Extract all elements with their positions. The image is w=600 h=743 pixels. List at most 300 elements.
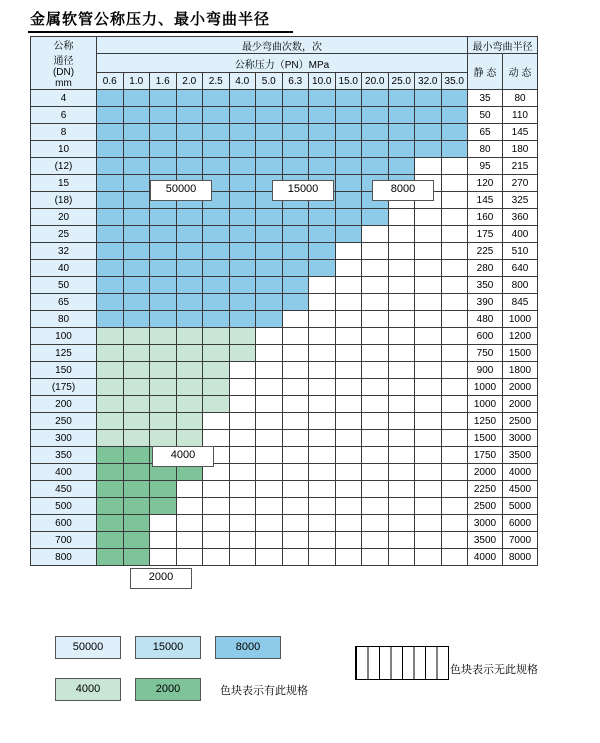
grid-cell — [309, 549, 336, 566]
legend-color-note: 色块表示有此规格 — [220, 685, 308, 697]
dn-value: 400 — [31, 464, 97, 481]
grid-cell — [256, 90, 283, 107]
dn-value: 350 — [31, 447, 97, 464]
grid-cell — [362, 209, 389, 226]
grid-cell — [441, 396, 468, 413]
grid-cell — [362, 107, 389, 124]
grid-cell — [388, 243, 415, 260]
grid-cell — [176, 90, 203, 107]
grid-cell — [441, 158, 468, 175]
grid-cell — [123, 107, 150, 124]
table-row — [31, 498, 538, 515]
grid-cell — [388, 294, 415, 311]
grid-cell — [415, 311, 442, 328]
legend-swatch-2 — [215, 636, 281, 659]
grid-cell — [388, 107, 415, 124]
grid-cell — [388, 158, 415, 175]
dynamic-radius-value: 215 — [503, 158, 538, 175]
grid-cell — [229, 311, 256, 328]
grid-cell — [415, 549, 442, 566]
grid-cell — [203, 362, 230, 379]
grid-cell — [309, 447, 336, 464]
grid-cell — [229, 90, 256, 107]
static-radius-value: 390 — [468, 294, 503, 311]
grid-cell — [415, 362, 442, 379]
static-radius-value: 600 — [468, 328, 503, 345]
grid-cell — [229, 124, 256, 141]
dn-value: 125 — [31, 345, 97, 362]
grid-cell — [309, 345, 336, 362]
grid-cell — [441, 532, 468, 549]
grid-cell — [176, 515, 203, 532]
grid-cell — [362, 124, 389, 141]
grid-cell — [176, 430, 203, 447]
grid-cell — [97, 260, 124, 277]
legend-label-2: 8000 — [235, 641, 261, 653]
grid-cell — [229, 158, 256, 175]
grid-cell — [150, 532, 177, 549]
legend-swatch-0 — [55, 636, 121, 659]
dynamic-radius-value: 3500 — [503, 447, 538, 464]
grid-cell — [123, 260, 150, 277]
grid-cell — [97, 209, 124, 226]
grid-cell — [203, 226, 230, 243]
grid-cell — [123, 141, 150, 158]
static-radius-value: 1000 — [468, 396, 503, 413]
grid-cell — [335, 209, 362, 226]
dn-header-line3: (DN) — [52, 67, 75, 78]
overlay-value-chip: 8000 — [372, 180, 434, 201]
grid-cell — [362, 447, 389, 464]
grid-cell — [256, 362, 283, 379]
grid-cell — [176, 107, 203, 124]
grid-cell — [388, 498, 415, 515]
grid-cell — [150, 243, 177, 260]
grid-cell — [176, 158, 203, 175]
grid-cell — [176, 498, 203, 515]
legend-swatch-3 — [55, 678, 121, 701]
grid-cell — [309, 277, 336, 294]
grid-cell — [335, 107, 362, 124]
grid-cell — [388, 532, 415, 549]
grid-cell — [441, 226, 468, 243]
dynamic-radius-value: 8000 — [503, 549, 538, 566]
grid-cell — [203, 413, 230, 430]
grid-cell — [229, 515, 256, 532]
grid-cell — [335, 294, 362, 311]
grid-cell — [97, 515, 124, 532]
grid-cell — [441, 413, 468, 430]
dn-header-cell — [31, 37, 97, 90]
grid-cell — [415, 141, 442, 158]
grid-cell — [309, 209, 336, 226]
grid-cell — [388, 260, 415, 277]
grid-cell — [335, 124, 362, 141]
grid-cell — [229, 141, 256, 158]
grid-cell — [362, 430, 389, 447]
grid-cell — [282, 124, 309, 141]
grid-cell — [150, 362, 177, 379]
dn-value: 800 — [31, 549, 97, 566]
grid-cell — [176, 141, 203, 158]
grid-cell — [415, 481, 442, 498]
grid-cell — [282, 481, 309, 498]
table-row — [31, 328, 538, 345]
grid-cell — [309, 515, 336, 532]
overlay-value-chip: 2000 — [130, 568, 192, 589]
dynamic-radius-value: 2000 — [503, 396, 538, 413]
grid-cell — [203, 430, 230, 447]
table-row — [31, 396, 538, 413]
grid-cell — [441, 311, 468, 328]
grid-cell — [335, 396, 362, 413]
grid-cell — [335, 532, 362, 549]
dn-value: 500 — [31, 498, 97, 515]
grid-cell — [176, 277, 203, 294]
grid-cell — [415, 158, 442, 175]
grid-cell — [229, 277, 256, 294]
grid-cell — [203, 549, 230, 566]
grid-cell — [229, 549, 256, 566]
grid-cell — [123, 481, 150, 498]
grid-cell — [123, 243, 150, 260]
grid-cell — [256, 379, 283, 396]
grid-cell — [229, 396, 256, 413]
table-row — [31, 481, 538, 498]
radius-group-header: 最小弯曲半径 — [468, 37, 538, 54]
grid-cell — [335, 430, 362, 447]
grid-cell — [176, 345, 203, 362]
grid-cell — [335, 90, 362, 107]
grid-cell — [335, 413, 362, 430]
grid-cell — [441, 430, 468, 447]
grid-cell — [335, 328, 362, 345]
grid-cell — [362, 396, 389, 413]
pressure-col-header: 25.0 — [388, 73, 415, 90]
static-radius-value: 175 — [468, 226, 503, 243]
table-row — [31, 294, 538, 311]
table-row — [31, 549, 538, 566]
grid-cell — [150, 90, 177, 107]
grid-cell — [415, 413, 442, 430]
grid-cell — [388, 124, 415, 141]
grid-cell — [229, 175, 256, 192]
grid-cell — [309, 328, 336, 345]
grid-cell — [97, 430, 124, 447]
grid-cell — [176, 311, 203, 328]
dn-value: 600 — [31, 515, 97, 532]
pressure-col-header: 20.0 — [362, 73, 389, 90]
grid-cell — [176, 532, 203, 549]
grid-cell — [362, 481, 389, 498]
grid-cell — [441, 277, 468, 294]
pressure-col-header: 0.6 — [97, 73, 124, 90]
dynamic-radius-value: 800 — [503, 277, 538, 294]
grid-cell — [229, 481, 256, 498]
dynamic-radius-value: 6000 — [503, 515, 538, 532]
grid-cell — [97, 226, 124, 243]
grid-cell — [335, 498, 362, 515]
grid-cell — [150, 396, 177, 413]
grid-cell — [176, 396, 203, 413]
table-row — [31, 345, 538, 362]
grid-cell — [150, 226, 177, 243]
dynamic-radius-value: 180 — [503, 141, 538, 158]
grid-cell — [335, 362, 362, 379]
grid-cell — [123, 464, 150, 481]
grid-cell — [441, 447, 468, 464]
grid-cell — [388, 345, 415, 362]
grid-cell — [97, 481, 124, 498]
grid-cell — [388, 362, 415, 379]
dynamic-header: 动 态 — [503, 54, 538, 90]
grid-cell — [441, 515, 468, 532]
dynamic-radius-value: 145 — [503, 124, 538, 141]
grid-cell — [362, 90, 389, 107]
dynamic-radius-value: 1500 — [503, 345, 538, 362]
grid-cell — [150, 379, 177, 396]
grid-cell — [309, 124, 336, 141]
grid-cell — [335, 549, 362, 566]
dn-value: 32 — [31, 243, 97, 260]
dn-value: 65 — [31, 294, 97, 311]
pressure-col-header: 5.0 — [256, 73, 283, 90]
table-row — [31, 277, 538, 294]
legend-swatch-1 — [135, 636, 201, 659]
grid-cell — [282, 532, 309, 549]
static-radius-value: 120 — [468, 175, 503, 192]
grid-cell — [229, 328, 256, 345]
grid-cell — [335, 277, 362, 294]
dynamic-radius-value: 2000 — [503, 379, 538, 396]
grid-cell — [256, 498, 283, 515]
grid-cell — [97, 158, 124, 175]
grid-cell — [176, 328, 203, 345]
grid-cell — [176, 260, 203, 277]
grid-cell — [362, 362, 389, 379]
grid-cell — [150, 430, 177, 447]
grid-cell — [203, 158, 230, 175]
grid-cell — [309, 260, 336, 277]
dn-value: 80 — [31, 311, 97, 328]
dynamic-radius-value: 110 — [503, 107, 538, 124]
grid-cell — [282, 209, 309, 226]
grid-cell — [282, 379, 309, 396]
table-row — [31, 141, 538, 158]
grid-cell — [123, 294, 150, 311]
table-row — [31, 515, 538, 532]
grid-cell — [282, 549, 309, 566]
legend-item-2 — [215, 636, 281, 659]
grid-cell — [256, 124, 283, 141]
dn-value: 8 — [31, 124, 97, 141]
static-radius-value: 35 — [468, 90, 503, 107]
grid-cell — [362, 328, 389, 345]
dn-value: 700 — [31, 532, 97, 549]
grid-cell — [256, 532, 283, 549]
grid-cell — [415, 277, 442, 294]
grid-cell — [123, 192, 150, 209]
grid-cell — [256, 311, 283, 328]
dynamic-radius-value: 325 — [503, 192, 538, 209]
grid-cell — [176, 379, 203, 396]
grid-cell — [335, 226, 362, 243]
grid-cell — [229, 192, 256, 209]
grid-cell — [150, 209, 177, 226]
grid-cell — [362, 345, 389, 362]
grid-cell — [256, 158, 283, 175]
grid-cell — [203, 481, 230, 498]
grid-cell — [415, 379, 442, 396]
grid-cell — [123, 345, 150, 362]
grid-cell — [388, 90, 415, 107]
grid-cell — [229, 294, 256, 311]
static-radius-value: 95 — [468, 158, 503, 175]
grid-cell — [176, 413, 203, 430]
grid-cell — [203, 396, 230, 413]
grid-cell — [150, 277, 177, 294]
grid-cell — [388, 447, 415, 464]
grid-cell — [150, 481, 177, 498]
grid-cell — [282, 311, 309, 328]
static-radius-value: 1500 — [468, 430, 503, 447]
dynamic-radius-value: 400 — [503, 226, 538, 243]
grid-cell — [176, 243, 203, 260]
grid-cell — [150, 345, 177, 362]
grid-cell — [309, 107, 336, 124]
page-title: 金属软管公称压力、最小弯曲半径 — [30, 10, 271, 28]
grid-cell — [415, 226, 442, 243]
pressure-col-header: 2.0 — [176, 73, 203, 90]
grid-cell — [123, 328, 150, 345]
grid-cell — [309, 141, 336, 158]
grid-cell — [335, 192, 362, 209]
grid-cell — [97, 447, 124, 464]
grid-cell — [150, 158, 177, 175]
grid-cell — [388, 464, 415, 481]
grid-cell — [415, 396, 442, 413]
grid-cell — [176, 124, 203, 141]
grid-cell — [229, 362, 256, 379]
grid-cell — [123, 396, 150, 413]
grid-cell — [203, 345, 230, 362]
grid-cell — [229, 532, 256, 549]
dn-value: 50 — [31, 277, 97, 294]
grid-cell — [335, 447, 362, 464]
grid-cell — [97, 498, 124, 515]
dn-value: 450 — [31, 481, 97, 498]
table-row — [31, 362, 538, 379]
table-body — [31, 90, 538, 566]
grid-cell — [441, 209, 468, 226]
grid-cell — [150, 311, 177, 328]
grid-cell — [335, 243, 362, 260]
dynamic-radius-value: 7000 — [503, 532, 538, 549]
grid-cell — [388, 396, 415, 413]
static-radius-value: 2250 — [468, 481, 503, 498]
grid-cell — [309, 498, 336, 515]
grid-cell — [362, 413, 389, 430]
grid-cell — [176, 549, 203, 566]
pressure-col-header: 4.0 — [229, 73, 256, 90]
grid-cell — [150, 141, 177, 158]
grid-cell — [282, 158, 309, 175]
grid-cell — [97, 192, 124, 209]
dynamic-radius-value: 1200 — [503, 328, 538, 345]
grid-cell — [362, 515, 389, 532]
table-row — [31, 90, 538, 107]
grid-cell — [441, 294, 468, 311]
pressure-col-header: 6.3 — [282, 73, 309, 90]
table-row — [31, 311, 538, 328]
grid-cell — [388, 481, 415, 498]
dynamic-radius-value: 1000 — [503, 311, 538, 328]
grid-cell — [441, 175, 468, 192]
dn-value: 25 — [31, 226, 97, 243]
grid-cell — [256, 447, 283, 464]
grid-cell — [229, 226, 256, 243]
dn-value: (18) — [31, 192, 97, 209]
grid-cell — [203, 532, 230, 549]
grid-cell — [309, 430, 336, 447]
dynamic-radius-value: 360 — [503, 209, 538, 226]
legend-label-0: 50000 — [72, 641, 104, 653]
table-row — [31, 532, 538, 549]
static-radius-value: 3000 — [468, 515, 503, 532]
grid-cell — [203, 90, 230, 107]
grid-cell — [388, 277, 415, 294]
grid-cell — [176, 481, 203, 498]
grid-cell — [415, 209, 442, 226]
static-radius-value: 750 — [468, 345, 503, 362]
dynamic-radius-value: 4500 — [503, 481, 538, 498]
grid-cell — [441, 481, 468, 498]
grid-cell — [309, 90, 336, 107]
grid-cell — [176, 226, 203, 243]
grid-cell — [309, 481, 336, 498]
dynamic-radius-value: 845 — [503, 294, 538, 311]
grid-cell — [441, 549, 468, 566]
grid-cell — [335, 158, 362, 175]
grid-cell — [362, 260, 389, 277]
grid-cell — [441, 328, 468, 345]
static-radius-value: 480 — [468, 311, 503, 328]
grid-cell — [282, 328, 309, 345]
grid-cell — [282, 515, 309, 532]
grid-cell — [229, 447, 256, 464]
static-radius-value: 1250 — [468, 413, 503, 430]
grid-cell — [388, 141, 415, 158]
grid-cell — [123, 226, 150, 243]
header-row-2 — [31, 54, 538, 73]
grid-cell — [97, 345, 124, 362]
grid-cell — [229, 464, 256, 481]
grid-cell — [97, 90, 124, 107]
grid-cell — [123, 413, 150, 430]
grid-cell — [282, 447, 309, 464]
grid-cell — [282, 464, 309, 481]
pressure-col-header: 1.6 — [150, 73, 177, 90]
dn-value: 4 — [31, 90, 97, 107]
dn-value: 150 — [31, 362, 97, 379]
grid-cell — [362, 277, 389, 294]
grid-cell — [229, 107, 256, 124]
grid-cell — [256, 515, 283, 532]
table-row — [31, 124, 538, 141]
overlay-value-chip: 50000 — [150, 180, 212, 201]
table-row — [31, 243, 538, 260]
table-row — [31, 209, 538, 226]
